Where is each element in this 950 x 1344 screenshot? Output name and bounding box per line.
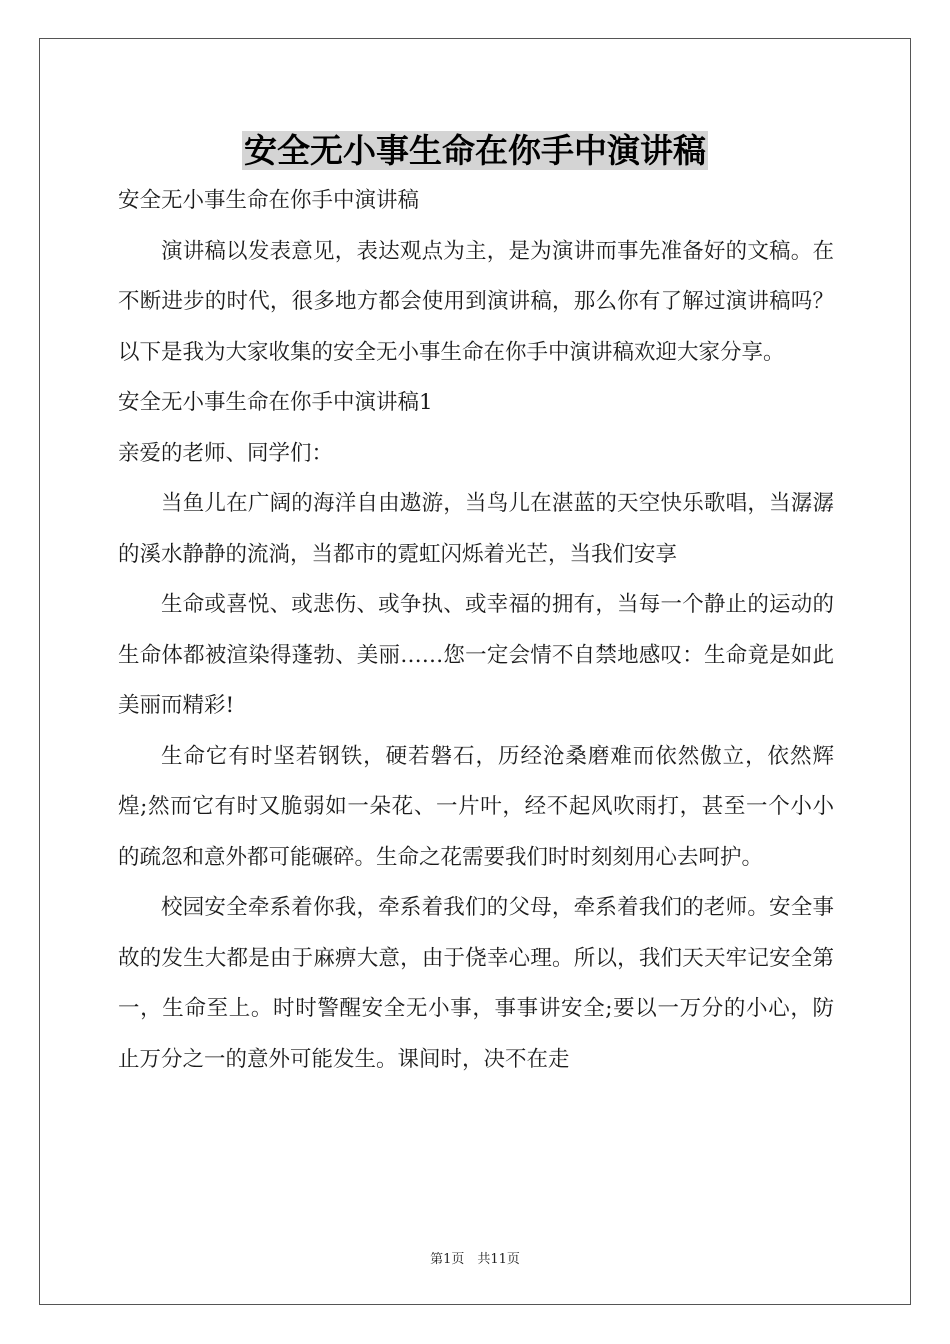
page-number: 第1页 共11页 [430,1252,520,1267]
document-title [0,128,950,174]
body-paragraph: 生命它有时坚若钢铁，硬若磐石，历经沧桑磨难而依然傲立，依然辉煌;然而它有时又脆弱如一朵花、一片叶，经不起风吹雨打，甚至一个小小的疏忽和意外都可能碾碎。生命之花需要我们时时刻刻用心去呵护。 [118,743,834,870]
body-paragraph: 校园安全牵系着你我，牵系着我们的父母，牵系着我们的老师。安全事故的发生大都是由于麻痹大意，由于侥幸心理。所以，我们天天牢记安全第一，生命至上。时时警醒安全无小事，事事讲安全;要以一万分的小心，防止万分之一的意外可能发生。课间时，决不在走 [118,895,834,1072]
section-heading: 安全无小事生命在你手中演讲稿1 [118,390,433,415]
document-title-text: 安全无小事生命在你手中演讲稿 [244,131,706,170]
page-footer [0,1248,950,1267]
body-paragraph: 生命或喜悦、或悲伤、或争执、或幸福的拥有，当每一个静止的运动的生命体都被渲染得蓬勃、美丽……您一定会情不自禁地感叹：生命竟是如此美丽而精彩! [118,592,834,718]
document-subtitle: 安全无小事生命在你手中演讲稿 [118,188,420,213]
body-paragraph: 当鱼儿在广阔的海洋自由遨游，当鸟儿在湛蓝的天空快乐歌唱，当潺潺的溪水静静的流淌，当都市的霓虹闪烁着光芒，当我们安享 [118,491,834,567]
document-body [118,176,834,1085]
intro-paragraph: 演讲稿以发表意见，表达观点为主，是为演讲而事先准备好的文稿。在不断进步的时代，很多地方都会使用到演讲稿，那么你有了解过演讲稿吗？以下是我为大家收集的安全无小事生命在你手中演讲稿欢迎大家分享。 [118,238,834,365]
salutation: 亲爱的老师、同学们： [118,440,334,466]
